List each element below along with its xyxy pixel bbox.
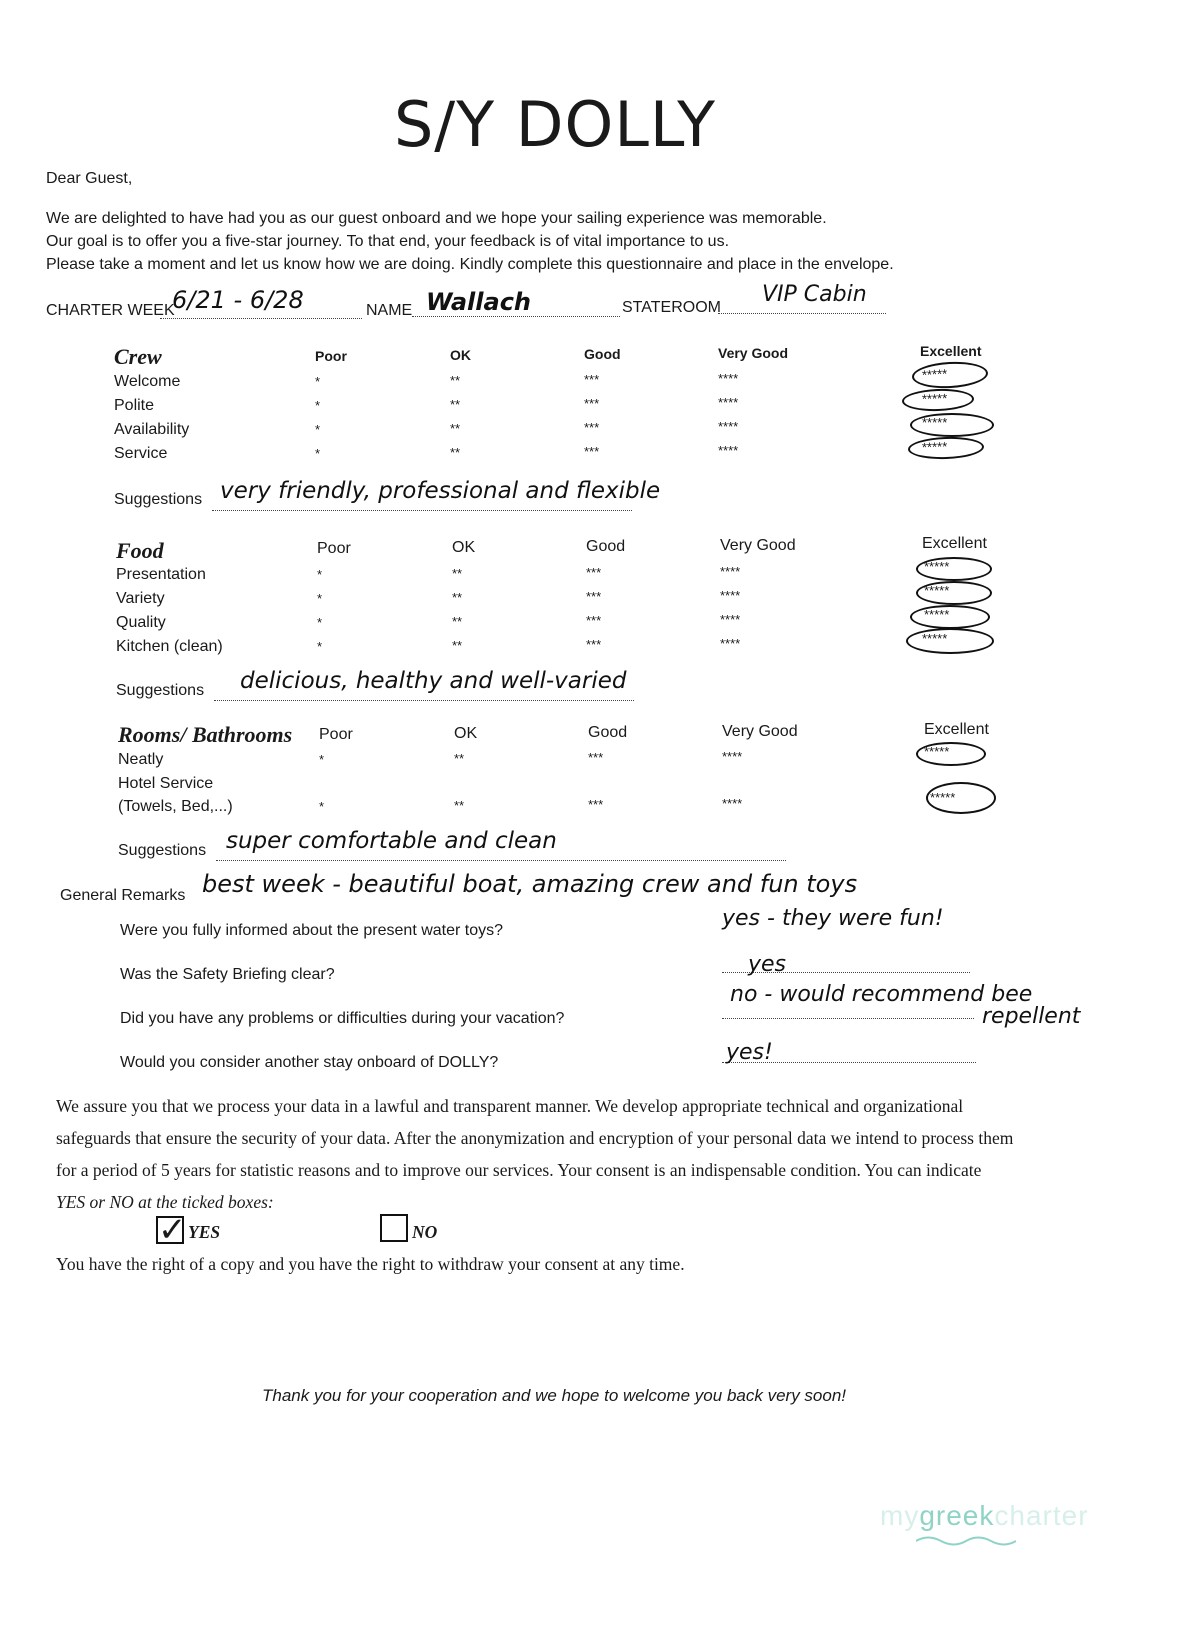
row-label-availability: Availability: [114, 421, 190, 438]
rating-star-excellent: *****: [924, 607, 950, 622]
rating-star-very-good[interactable]: ****: [720, 564, 741, 579]
rating-star-poor[interactable]: *: [317, 615, 323, 630]
suggestions-food-value[interactable]: delicious, healthy and well-varied: [240, 668, 627, 694]
consent-no-label: NO: [412, 1222, 438, 1242]
rating-header-very-good: Very Good: [720, 537, 796, 554]
rating-star-poor[interactable]: *: [315, 446, 321, 461]
legal-text-line: YES or NO at the ticked boxes:: [56, 1192, 274, 1212]
row-label-service: Service: [114, 445, 168, 462]
question-another-stay: Would you consider another stay onboard of DOLLY?: [120, 1054, 499, 1071]
rating-star-ok[interactable]: **: [450, 373, 461, 388]
row-label-variety: Variety: [116, 590, 165, 607]
question-safety-briefing: Was the Safety Briefing clear?: [120, 966, 335, 983]
rating-star-excellent: *****: [930, 790, 956, 805]
rating-selected-excellent[interactable]: [910, 605, 990, 629]
rating-header-poor: Poor: [315, 348, 347, 364]
rating-star-good[interactable]: ***: [584, 396, 600, 411]
rating-star-ok[interactable]: **: [450, 421, 461, 436]
rating-star-excellent: *****: [922, 415, 948, 430]
watermark-logo: [880, 1500, 1089, 1532]
question-water-toys: Were you fully informed about the present water toys?: [120, 922, 504, 939]
rating-star-good[interactable]: ***: [586, 565, 602, 580]
rating-selected-excellent[interactable]: [906, 628, 994, 654]
rating-selected-excellent[interactable]: [902, 388, 975, 412]
rating-star-good[interactable]: ***: [586, 637, 602, 652]
suggestions-crew-value[interactable]: very friendly, professional and flexible: [220, 478, 661, 504]
document-title: S/Y DOLLY: [393, 88, 717, 161]
answer-water-toys[interactable]: yes - they were fun!: [722, 906, 944, 931]
answer-problems-continued[interactable]: repellent: [982, 1004, 1081, 1029]
rating-star-good[interactable]: ***: [588, 750, 604, 765]
rating-selected-excellent[interactable]: [916, 557, 992, 581]
consent-yes-checkbox[interactable]: [156, 1211, 187, 1249]
suggestions-rooms-value[interactable]: super comfortable and clean: [226, 828, 557, 854]
rating-star-good[interactable]: ***: [584, 420, 600, 435]
rating-star-ok[interactable]: **: [452, 566, 463, 581]
rating-star-poor[interactable]: *: [319, 799, 325, 814]
rating-header-good: Good: [586, 538, 626, 555]
rating-star-poor[interactable]: *: [315, 374, 321, 389]
suggestions-label: Suggestions: [114, 491, 203, 508]
name-label: NAME: [366, 302, 413, 319]
rating-star-excellent: *****: [924, 583, 950, 598]
rating-star-ok[interactable]: **: [452, 614, 463, 629]
section-title-food: Food: [116, 538, 164, 563]
row-label-hotel-service: Hotel Service: [118, 775, 214, 792]
rating-header-excellent: Excellent: [924, 721, 989, 738]
rating-selected-excellent[interactable]: [926, 782, 996, 814]
rating-star-good[interactable]: ***: [584, 372, 600, 387]
rating-star-very-good[interactable]: ****: [720, 588, 741, 603]
rating-star-good[interactable]: ***: [584, 444, 600, 459]
row-label-polite: Polite: [114, 397, 155, 414]
rating-star-excellent: *****: [922, 631, 948, 646]
rating-star-very-good[interactable]: ****: [720, 636, 741, 651]
rating-header-very-good: Very Good: [718, 345, 789, 361]
rating-star-ok[interactable]: **: [452, 590, 463, 605]
rating-star-very-good[interactable]: ****: [722, 749, 743, 764]
rating-header-excellent: Excellent: [922, 535, 987, 552]
rating-star-excellent: *****: [921, 366, 948, 383]
intro-line: Our goal is to offer you a five-star journey. To that end, your feedback is of vital importance to us.: [46, 233, 730, 250]
suggestions-label: Suggestions: [118, 842, 207, 859]
watermark-main: greek: [919, 1500, 995, 1531]
rating-star-poor[interactable]: *: [319, 752, 325, 767]
intro-line: Please take a moment and let us know how we are doing. Kindly complete this questionnaire and place in the envelope.: [46, 256, 894, 273]
rating-star-very-good[interactable]: ****: [718, 371, 739, 386]
legal-text-line: We assure you that we process your data in a lawful and transparent manner. We develop appropriate technical and organizational: [56, 1096, 964, 1116]
row-label-quality: Quality: [116, 614, 166, 631]
intro-line: We are delighted to have had you as our guest onboard and we hope your sailing experience was memorable.: [46, 210, 827, 227]
rating-star-ok[interactable]: **: [454, 798, 465, 813]
rating-header-very-good: Very Good: [722, 723, 798, 740]
withdraw-note: You have the right of a copy and you have the right to withdraw your consent at any time.: [56, 1254, 685, 1274]
rating-star-ok[interactable]: **: [454, 751, 465, 766]
rating-header-excellent: Excellent: [920, 343, 982, 359]
check-mark-icon: ✓: [158, 1211, 187, 1249]
stateroom-value[interactable]: VIP Cabin: [762, 282, 867, 307]
rating-star-poor[interactable]: *: [317, 591, 323, 606]
greeting: Dear Guest,: [46, 170, 133, 187]
rating-header-ok: OK: [452, 539, 476, 556]
question-problems: Did you have any problems or difficulties during your vacation?: [120, 1010, 565, 1027]
rating-header-poor: Poor: [319, 726, 353, 743]
rating-star-ok[interactable]: **: [450, 445, 461, 460]
rating-star-good[interactable]: ***: [586, 589, 602, 604]
legal-text-line: safeguards that ensure the security of your data. After the anonymization and encryption of your personal data we intend to process them: [56, 1128, 1014, 1148]
rating-star-ok[interactable]: **: [452, 638, 463, 653]
charter-week-value[interactable]: 6/21 - 6/28: [172, 286, 304, 314]
general-remarks-value[interactable]: best week - beautiful boat, amazing crew and fun toys: [202, 870, 858, 898]
wave-icon: [916, 1534, 1016, 1548]
thanks-message: Thank you for your cooperation and we hope to welcome you back very soon!: [262, 1386, 847, 1405]
rating-header-poor: Poor: [317, 540, 351, 557]
rating-star-very-good[interactable]: ****: [718, 419, 739, 434]
rating-header-ok: OK: [454, 725, 478, 742]
rating-star-poor[interactable]: *: [317, 639, 323, 654]
watermark-post: charter: [994, 1500, 1089, 1531]
legal-text-line: for a period of 5 years for statistic reasons and to improve our services. Your consent is an indispensable condition. You can indicate: [56, 1160, 982, 1180]
section-title-rooms: Rooms/ Bathrooms: [118, 722, 293, 747]
rating-star-good[interactable]: ***: [586, 613, 602, 628]
rating-selected-excellent[interactable]: [908, 436, 985, 461]
rating-header-good: Good: [584, 346, 621, 362]
rating-selected-excellent[interactable]: [916, 581, 992, 605]
rating-star-excellent: *****: [921, 438, 948, 455]
rating-star-poor[interactable]: *: [315, 422, 321, 437]
rating-selected-excellent[interactable]: [916, 742, 986, 766]
rating-star-ok[interactable]: **: [450, 397, 461, 412]
rating-star-excellent: *****: [921, 390, 948, 407]
name-value[interactable]: Wallach: [426, 288, 531, 316]
rating-header-ok: OK: [450, 347, 471, 363]
rating-star-very-good[interactable]: ****: [718, 443, 739, 458]
row-label-presentation: Presentation: [116, 566, 206, 583]
rating-star-very-good[interactable]: ****: [720, 612, 741, 627]
charter-week-label: CHARTER WEEK: [46, 302, 175, 319]
rating-star-good[interactable]: ***: [588, 797, 604, 812]
answer-safety-briefing[interactable]: yes: [748, 952, 787, 977]
rating-header-good: Good: [588, 724, 628, 741]
answer-problems[interactable]: no - would recommend bee: [730, 982, 1033, 1007]
row-label-kitchen: Kitchen (clean): [116, 638, 223, 655]
rating-star-poor[interactable]: *: [315, 398, 321, 413]
rating-star-very-good[interactable]: ****: [718, 395, 739, 410]
rating-star-excellent: *****: [924, 744, 950, 759]
answer-another-stay[interactable]: yes!: [726, 1040, 773, 1065]
consent-yes-label: YES: [188, 1222, 221, 1242]
general-remarks-label: General Remarks: [60, 887, 186, 904]
section-title-crew: Crew: [114, 344, 162, 369]
rating-star-poor[interactable]: *: [317, 567, 323, 582]
consent-no-checkbox[interactable]: [380, 1214, 408, 1242]
row-label-towels-bed: (Towels, Bed,...): [118, 798, 233, 815]
watermark-pre: my: [880, 1500, 920, 1531]
rating-star-excellent: *****: [924, 559, 950, 574]
rating-selected-excellent[interactable]: [910, 413, 994, 437]
suggestions-label: Suggestions: [116, 682, 205, 699]
row-label-welcome: Welcome: [114, 373, 181, 390]
rating-star-very-good[interactable]: ****: [722, 796, 743, 811]
stateroom-label: STATEROOM: [622, 299, 721, 316]
row-label-neatly: Neatly: [118, 751, 164, 768]
rating-selected-excellent[interactable]: [911, 360, 988, 390]
